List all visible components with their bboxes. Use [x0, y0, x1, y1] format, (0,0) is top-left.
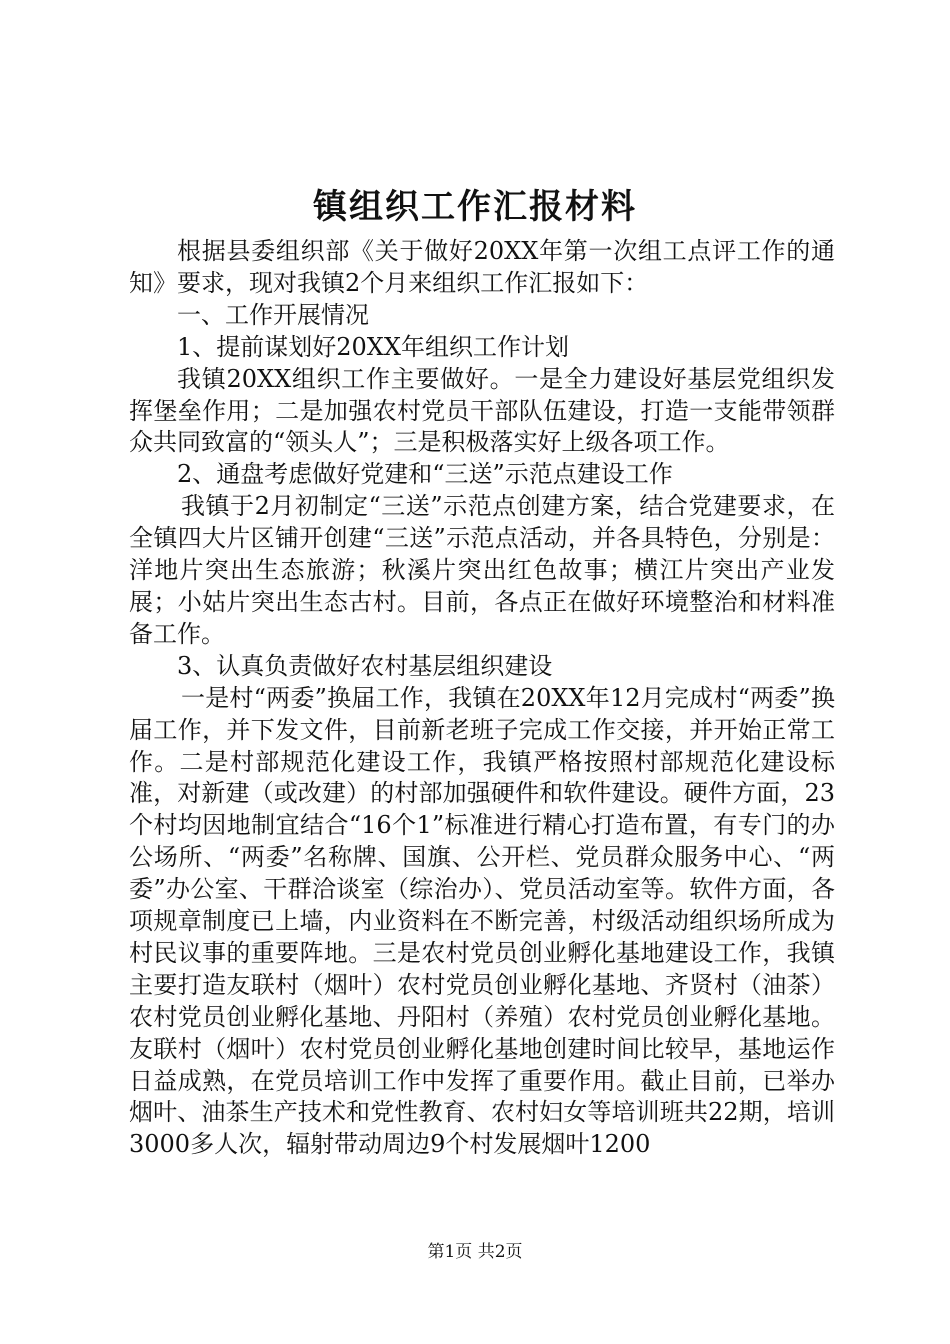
- paragraph-intro: 根据县委组织部《关于做好20XX年第一次组工点评工作的通知》要求，现对我镇2个月来组织工作汇报如下：: [129, 237, 835, 297]
- paragraph-2: 我镇于2月初制定“三送”示范点创建方案，结合党建要求，在全镇四大片区铺开创建“三送”示范点活动，并各具特色，分别是：洋地片突出生态旅游；秋溪片突出红色故事；横江片突出产业发展；小姑片突出生态古村。目前，各点正在做好环境整治和材料准备工作。: [129, 492, 835, 648]
- document-body: [129, 236, 835, 1161]
- subsection-heading-1: 1、提前谋划好20XX年组织工作计划: [177, 332, 569, 361]
- paragraph-1: 我镇20XX组织工作主要做好。一是全力建设好基层党组织发挥堡垒作用；二是加强农村党员干部队伍建设，打造一支能带领群众共同致富的“领头人”；三是积极落实好上级各项工作。: [129, 364, 835, 457]
- subsection-heading-2: 2、通盘考虑做好党建和“三送”示范点建设工作: [177, 460, 673, 489]
- paragraph-3: 一是村“两委”换届工作，我镇在20XX年12月完成村“两委”换届工作，并下发文件，目前新老班子完成工作交接，并开始正常工作。二是村部规范化建设工作，我镇严格按照村部规范化建设标准，对新建（或改建）的村部加强硬件和软件建设。硬件方面，23个村均因地制宜结合“16个1”标准进行精心打造布置，有专门的办公场所、“两委”名称牌、国旗、公开栏、党员群众服务中心、“两委”办公室、干群洽谈室（综治办）、党员活动室等。软件方面，各项规章制度已上墙，内业资料在不断完善，村级活动组织场所成为村民议事的重要阵地。三是农村党员创业孵化基地建设工作，我镇主要打造友联村（烟叶）农村党员创业孵化基地、齐贤村（油茶）农村党员创业孵化基地、丹阳村（养殖）农村党员创业孵化基地。友联村（烟叶）农村党员创业孵化基地创建时间比较早，基地运作日益成熟，在党员培训工作中发挥了重要作用。截止目前，已举办烟叶、油茶生产技术和党性教育、农村妇女等培训班共22期，培训3000多人次，辐射带动周边9个村发展烟叶1200: [129, 683, 835, 1159]
- subsection-heading-3: 3、认真负责做好农村基层组织建设: [177, 651, 553, 680]
- section-heading: 一、工作开展情况: [177, 300, 369, 329]
- page-footer: 第1页 共2页: [427, 1242, 523, 1262]
- document-title: 镇组织工作汇报材料: [313, 187, 637, 227]
